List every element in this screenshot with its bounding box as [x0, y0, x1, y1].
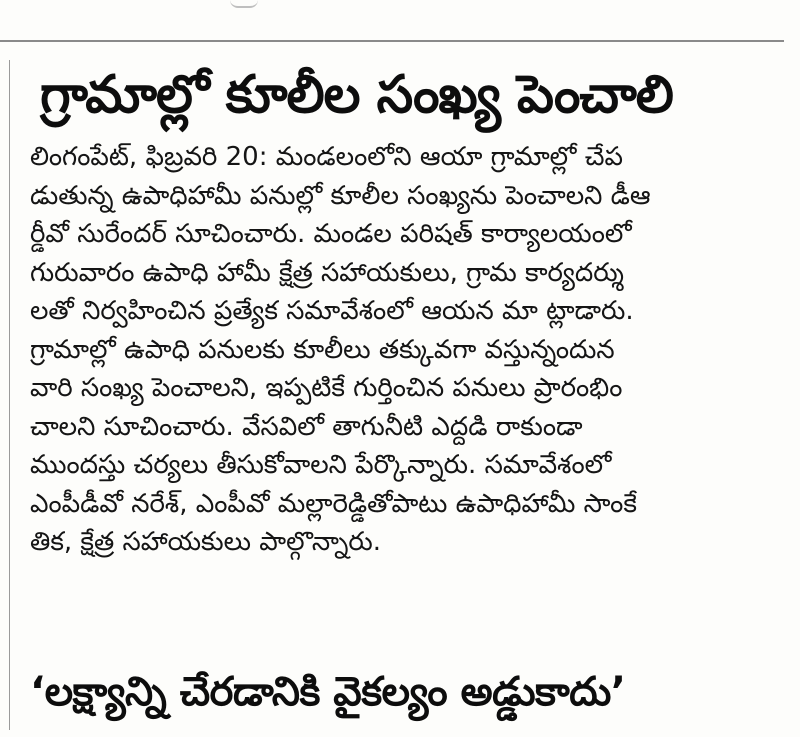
- article-line: వారి సంఖ్య పెంచాలని, ఇప్పటికే గుర్తించిన పనులు ప్రారంభిం: [30, 373, 623, 403]
- article-body: [30, 138, 782, 562]
- article-line: ర్డీవో సురేందర్ సూచించారు. మండల పరిషత్ కార్యాలయంలో: [30, 219, 632, 249]
- article-line: తిక, క్షేత్ర సహాయకులు పాల్గొన్నారు.: [30, 527, 382, 557]
- article-line: ఎంపీడీవో నరేశ్, ఎంపీవో మల్లారెడ్డితోపాటు ఉపాధిహామీ సాంకే: [30, 488, 637, 519]
- article-line: గురువారం ఉపాధి హామీ క్షేత్ర సహాయకులు, గ్రామ కార్యదర్శు: [30, 257, 624, 288]
- article-line: ముందస్తు చర్యలు తీసుకోవాలని పేర్కొన్నారు. సమావేశంలో: [30, 450, 612, 480]
- article-line: డుతున్న ఉపాధిహామీ పనుల్లో కూలీల సంఖ్యను పెంచాలని డీఆ: [30, 180, 651, 211]
- top-crop-mark: [230, 0, 258, 8]
- article-line: లతో నిర్వహించిన ప్రత్యేక సమావేశంలో ఆయన మా ట్లాడారు.: [30, 296, 634, 326]
- article-line: గ్రామాల్లో ఉపాధి పనులకు కూలీలు తక్కువగా వస్తున్నందున: [30, 334, 615, 365]
- article-line: చాలని సూచించారు. వేసవిలో తాగునీటి ఎద్దడి రాకుండా: [30, 411, 583, 442]
- top-divider-rule: [0, 40, 784, 42]
- next-article-headline: ‘లక్ష్యాన్ని చేరడానికి వైకల్యం అడ్డుకాదు’: [30, 669, 626, 715]
- article-line: లింగంపేట్, ఫిబ్రవరి 20: మండలంలోని ఆయా గ్రామాల్లో చేప: [30, 142, 623, 172]
- article-headline: గ్రామాల్లో కూలీల సంఖ్య పెంచాలి: [40, 65, 673, 125]
- column-divider-rule: [9, 60, 10, 730]
